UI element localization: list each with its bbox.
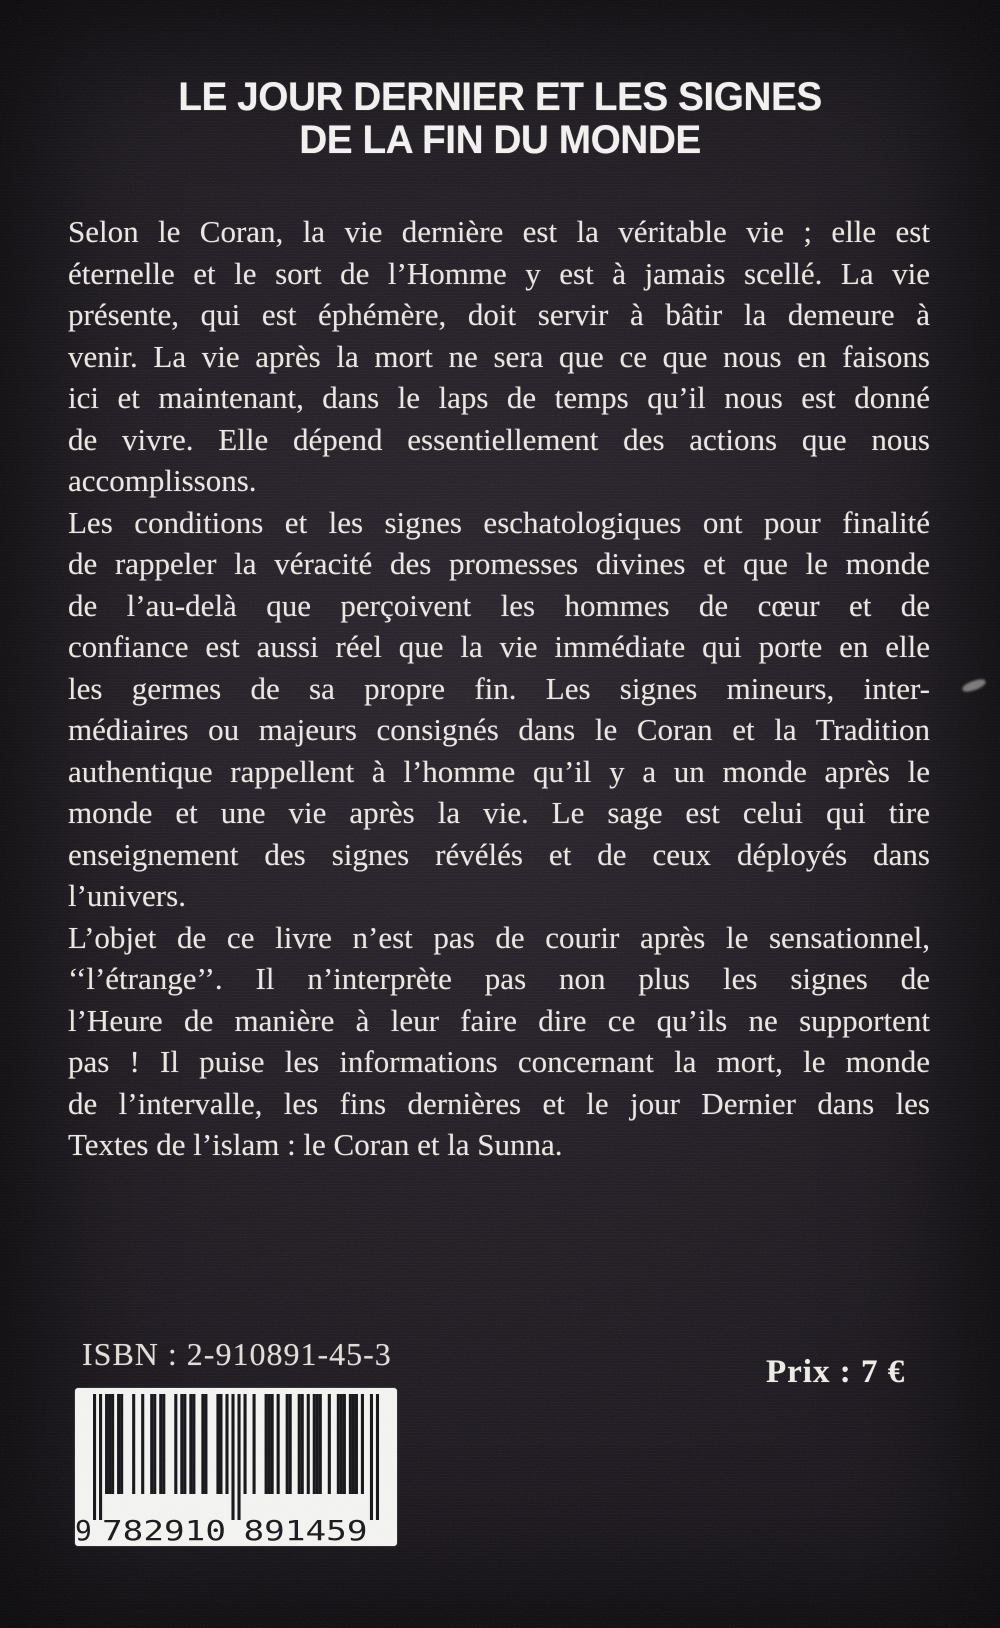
barcode-bar xyxy=(237,1394,240,1520)
barcode-bar xyxy=(231,1394,234,1520)
barcode-lead-digit: 9 xyxy=(75,1514,92,1546)
barcode-bar xyxy=(174,1394,177,1494)
synopsis-text xyxy=(68,211,930,1166)
isbn-label: ISBN : 2-910891-45-3 xyxy=(82,1336,392,1372)
book-title-line1: LE JOUR DERNIER ET LES SIGNES xyxy=(178,75,822,119)
barcode-bar xyxy=(253,1394,256,1494)
synopsis-line: présente, qui est éphémère, doit servir à bâtir la demeure à xyxy=(68,297,930,332)
synopsis-line: confiance est aussi réel que la vie immédiate qui porte en elle xyxy=(68,629,930,664)
barcode-bar xyxy=(340,1394,343,1494)
barcode-bar xyxy=(286,1394,289,1494)
barcode-bar xyxy=(201,1394,204,1494)
barcode-bar xyxy=(183,1394,186,1494)
barcode-bar xyxy=(316,1394,319,1494)
synopsis-line: ‘‘l’étrange’’. Il n’interprète pas non plus les signes de xyxy=(68,961,930,996)
synopsis-line: les germes de sa propre fin. Les signes mineurs, inter- xyxy=(68,670,930,706)
barcode-right-digits: 891459 xyxy=(243,1514,368,1546)
synopsis-line: de vivre. Elle dépend essentiellement des actions que nous xyxy=(68,421,930,457)
barcode-bar xyxy=(225,1394,228,1494)
barcode-bar xyxy=(216,1394,219,1494)
barcode-bar xyxy=(141,1394,144,1494)
barcode-bar xyxy=(159,1394,162,1494)
barcode-bar xyxy=(271,1394,274,1494)
barcode-bar xyxy=(192,1394,195,1494)
barcode-bar xyxy=(277,1394,280,1494)
synopsis-line: médiaires ou majeurs consignés dans le Coran et la Tradition xyxy=(68,712,930,747)
barcode-bar xyxy=(370,1394,373,1520)
barcode-bar xyxy=(307,1394,310,1494)
barcode-bar xyxy=(219,1394,222,1494)
barcode-bar xyxy=(301,1394,304,1494)
barcode-left-digits: 782910 xyxy=(102,1514,226,1546)
synopsis-line: de l’intervalle, les fins dernières et le jour Dernier dans les xyxy=(68,1085,930,1121)
price-label: Prix : 7 € xyxy=(766,1354,906,1390)
barcode-bar xyxy=(108,1394,111,1494)
synopsis-line: L’objet de ce livre n’est pas de courir après le sensationnel, xyxy=(68,919,930,955)
barcode-bar xyxy=(343,1394,346,1494)
synopsis-line: pas ! Il puise les informations concernant la mort, le monde xyxy=(68,1044,930,1079)
synopsis-line: accomplissons. xyxy=(68,463,257,498)
barcode-bar xyxy=(361,1394,364,1494)
synopsis-line: ici et maintenant, dans le laps de temps qu’il nous est donné xyxy=(68,380,930,415)
synopsis-line: l’univers. xyxy=(68,878,186,913)
barcode-bar xyxy=(265,1394,268,1494)
barcode-bar xyxy=(93,1394,96,1520)
barcode-bar xyxy=(150,1394,153,1494)
barcode-bar xyxy=(111,1394,114,1494)
synopsis-line: de rappeler la véracité des promesses divines et que le monde xyxy=(68,546,930,581)
synopsis-line: Selon le Coran, la vie dernière est la véritable vie ; elle est xyxy=(68,214,930,249)
synopsis-line: authentique rappellent à l’homme qu’il y a un monde après le xyxy=(68,753,930,789)
barcode-bar xyxy=(298,1394,301,1494)
synopsis-line: éternelle et le sort de l’Homme y est à jamais scellé. La vie xyxy=(68,255,930,291)
barcode-bar xyxy=(189,1394,192,1494)
synopsis-line: monde et une vie après la vie. Le sage est celui qui tire xyxy=(68,795,930,830)
barcode-bar xyxy=(349,1394,352,1494)
synopsis-line: enseignement des signes révélés et de ceux déployés dans xyxy=(68,836,930,872)
barcode-bar xyxy=(313,1394,316,1494)
barcode-bar xyxy=(105,1394,108,1494)
barcode-bar xyxy=(268,1394,271,1494)
barcode xyxy=(75,1388,397,1546)
barcode-bar xyxy=(117,1394,120,1494)
barcode-bar xyxy=(319,1394,322,1494)
synopsis-line: venir. La vie après la mort ne sera que ce que nous en faisons xyxy=(68,338,930,374)
barcode-bar xyxy=(352,1394,355,1494)
synopsis-line: de l’au-delà que perçoivent les hommes de cœur et de xyxy=(68,587,930,623)
barcode-bar xyxy=(376,1394,379,1520)
barcode-bar xyxy=(99,1394,102,1520)
barcode-bar xyxy=(289,1394,292,1494)
barcode-bar xyxy=(132,1394,135,1494)
barcode-bar xyxy=(180,1394,183,1494)
barcode-bar xyxy=(337,1394,340,1494)
book-title-line2: DE LA FIN DU MONDE xyxy=(299,118,701,162)
barcode-bar xyxy=(120,1394,123,1494)
barcode-bar xyxy=(162,1394,165,1494)
barcode-bar xyxy=(244,1394,247,1494)
barcode-bar xyxy=(328,1394,331,1494)
barcode-bars xyxy=(75,1388,397,1546)
barcode-bar xyxy=(204,1394,207,1494)
synopsis-line: Textes de l’islam : le Coran et la Sunna. xyxy=(68,1127,563,1162)
barcode-bar xyxy=(153,1394,156,1494)
book-title xyxy=(15,76,985,162)
synopsis-line: l’Heure de manière à leur faire dire ce qu’ils ne supportent xyxy=(68,1002,930,1038)
scan-scratch-mark xyxy=(961,678,987,694)
barcode-bar xyxy=(355,1394,358,1494)
synopsis-line: Les conditions et les signes eschatologiques ont pour finalité xyxy=(68,504,930,540)
